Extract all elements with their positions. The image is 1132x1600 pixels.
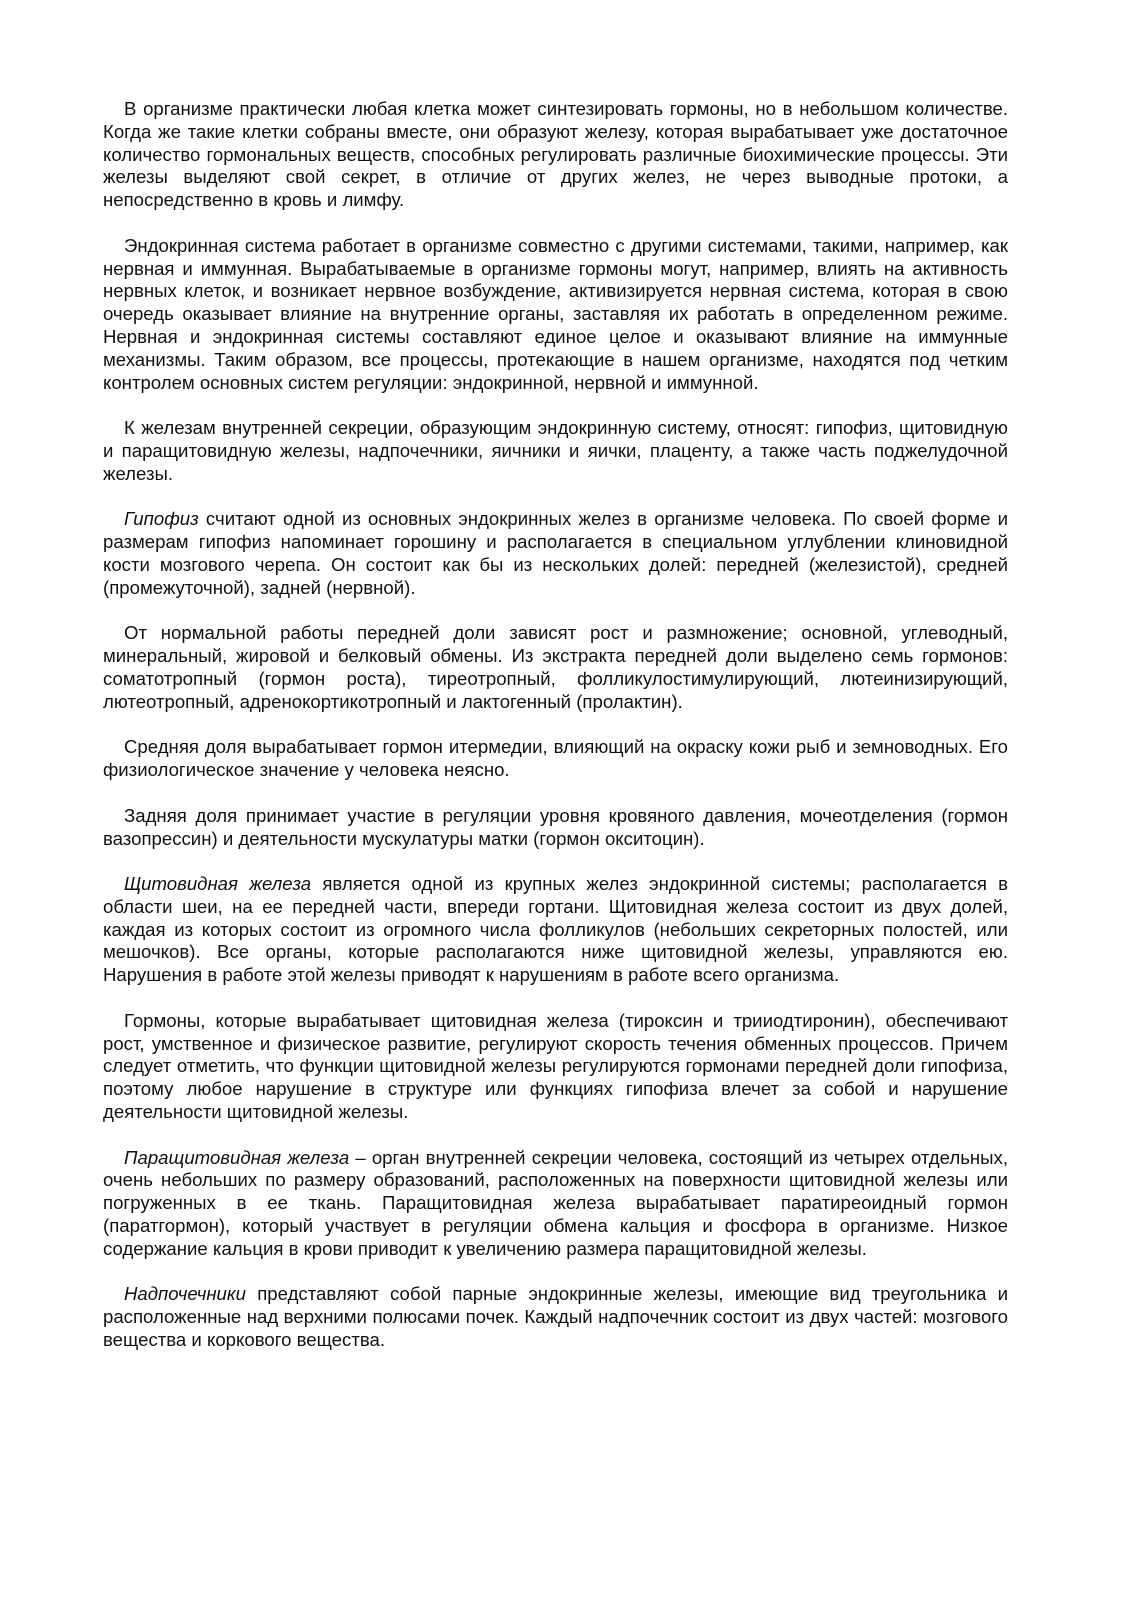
paragraph-thyroid: [103, 873, 1008, 987]
paragraph-endocrine-system: [103, 235, 1008, 395]
term-pituitary: Гипофиз: [124, 508, 199, 530]
paragraph-text: представляют собой парные эндокринные железы, имеющие вид треугольника и расположенные над верхними полюсами почек. Каждый надпочечник состоит из двух частей: мозгового вещества и коркового вещества.: [103, 1283, 1008, 1351]
paragraph-text: В организме практически любая клетка может синтезировать гормоны, но в небольшом количестве. Когда же такие клетки собраны вместе, они образуют железу, которая вырабатывает уже достаточное количество гормональных веществ, способных регулировать различные биохимические процессы. Эти железы выделяют свой секрет, в отличие от других желез, не через выводные протоки, а непосредственно в кровь и лимфу.: [103, 98, 1008, 211]
paragraph-glands-list: [103, 417, 1008, 485]
paragraph-posterior-lobe: [103, 805, 1008, 851]
paragraph-text: Гормоны, которые вырабатывает щитовидная железа (тироксин и трииодтиронин), обеспечивают рост, умственное и физическое развитие, регулируют скорость течения обменных процессов. Причем следует отметить, что функции щитовидной железы регулируются гормонами передней доли гипофиза, поэтому любое нарушение в структуре или функциях гипофиза влечет за собой и нарушение деятельности щитовидной железы.: [103, 1009, 1008, 1123]
paragraph-text: К железам внутренней секреции, образующим эндокринную систему, относят: гипофиз, щитовидную и паращитовидную железы, надпочечники, яичники и яички, плаценту, а также часть поджелудочной железы.: [103, 417, 1008, 484]
paragraph-parathyroid: [103, 1147, 1008, 1261]
paragraph-adrenal: [103, 1283, 1008, 1351]
paragraph-text: является одной из крупных желез эндокринной системы; располагается в области шеи, на ее передней части, впереди гортани. Щитовидная железа состоит из двух долей, каждая из которых состоит из огромного числа фолликулов (небольших секреторных полостей, или мешочков). Все органы, которые располагаются ниже щитовидной железы, управляются ею. Нарушения в работе этой железы приводят к нарушениям в работе всего организма.: [103, 873, 1009, 986]
paragraph-text: Задняя доля принимает участие в регуляции уровня кровяного давления, мочеотделения (гормон вазопрессин) и деятельности мускулатуры матки (гормон окситоцин).: [103, 804, 1008, 849]
paragraph-text: – орган внутренней секреции человека, состоящий из четырех отдельных, очень небольших по размеру образований, расположенных на поверхности щитовидной железы или погруженных в ее ткань. Паращитовидная железа вырабатывает паратиреоидный гормон (паратгормон), который участвует в регуляции обмена кальция и фосфора в организме. Низкое содержание кальция в крови приводит к увеличению размера паращитовидной железы.: [103, 1146, 1009, 1259]
paragraph-pituitary: [103, 508, 1008, 599]
paragraph-text: Средняя доля вырабатывает гормон итермедии, влияющий на окраску кожи рыб и земноводных. Его физиологическое значение у человека неясно.: [103, 736, 1008, 781]
paragraph-text: Эндокринная система работает в организме совместно с другими системами, такими, например, как нервная и иммунная. Вырабатываемые в организме гормоны могут, например, влиять на активность нервных клеток, и возникает нервное возбуждение, активизируется нервная система, которая в свою очередь оказывает влияние на внутренние органы, заставляя их работать в определенном режиме. Нервная и эндокринная системы составляют единое целое и оказывают влияние на иммунные механизмы. Таким образом, все процессы, протекающие в нашем организме, находятся под четким контролем основных систем регуляции: эндокринной, нервной и иммунной.: [103, 234, 1008, 393]
term-parathyroid: Паращитовидная железа: [124, 1146, 350, 1168]
paragraph-anterior-lobe: [103, 622, 1008, 713]
term-thyroid: Щитовидная железа: [124, 873, 312, 895]
paragraph-text: считают одной из основных эндокринных желез в организме человека. По своей форме и размерам гипофиз напоминает горошину и располагается в специальном углублении клиновидной кости мозгового черепа. Он состоит как бы из нескольких долей: передней (железистой), средней (промежуточной), задней (нервной).: [103, 508, 1008, 598]
paragraph-intro: [103, 98, 1008, 212]
document-page: [103, 98, 1008, 1375]
paragraph-thyroid-hormones: [103, 1010, 1008, 1124]
paragraph-middle-lobe: [103, 736, 1008, 782]
term-adrenal: Надпочечники: [124, 1283, 247, 1305]
paragraph-text: От нормальной работы передней доли зависят рост и размножение; основной, углеводный, минеральный, жировой и белковый обмены. Из экстракта передней доли выделено семь гормонов: соматотропный (гормон роста), тиреотропный, фолликулостимулирующий, лютеинизирующий, лютеотропный, адренокортикотропный и лактогенный (пролактин).: [103, 622, 1008, 712]
